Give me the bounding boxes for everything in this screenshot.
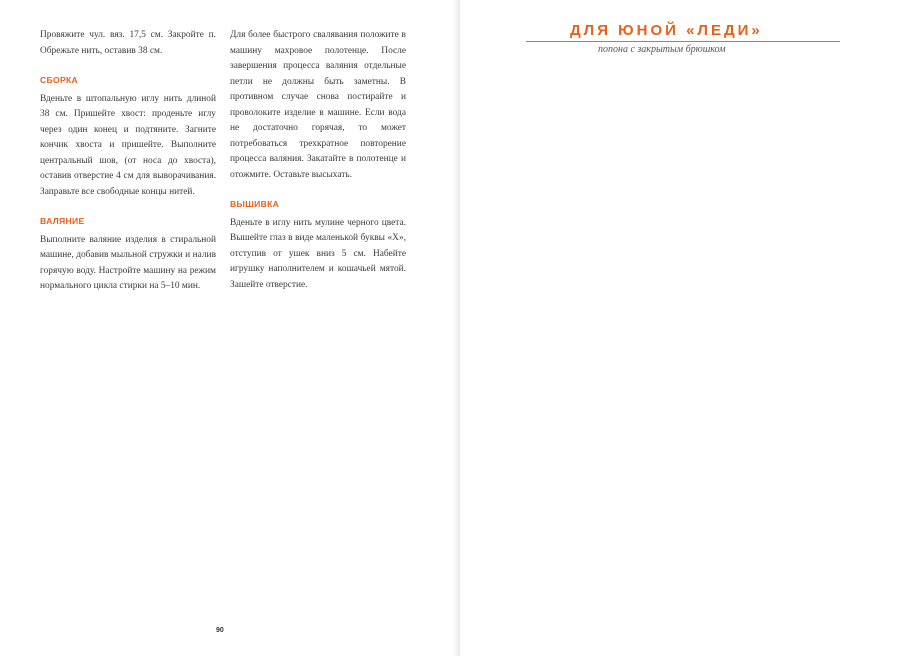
embroidery-paragraph: Вденьте в иглу нить мулине черного цвета. Вышейте глаз в виде маленькой буквы «X», отступив от ушек вниз 5 см. Набейте игрушку наполнителем и кошачьей мятой. Зашейте отверстие.: [230, 217, 406, 290]
text-column-2: [230, 28, 406, 293]
left-page: [0, 0, 458, 656]
page-subtitle: попона с закрытым брюшком: [598, 44, 726, 55]
page-number: 90: [216, 627, 224, 634]
section-heading-assembly: СБОРКА: [40, 75, 79, 85]
felting-continued-paragraph: Для более быстрого свалявания положите в машину махровое полотенце. После завершения процесса валяния отдельные петли не должны быть заметны. В противном случае снова постирайте и проволоките изделие в машине. Если вода не достаточно горячая, то может потребоваться трехкратное повторение процесса валяния. Закатайте в полотенце и отожмите. Оставьте высыхать.: [230, 30, 406, 180]
felting-paragraph: Выполните валяние изделия в стиральной машине, добавив мыльной стружки и налив горячую воду. Настройте машину на режим нормального цикла стирки на 5–10 мин.: [40, 234, 216, 291]
section-heading-felting: ВАЛЯНИЕ: [40, 216, 85, 226]
text-column-1: [40, 28, 216, 295]
intro-paragraph: Провяжите чул. вяз. 17,5 см. Закройте п. Обрежьте нить, оставив 38 см.: [40, 30, 216, 56]
right-page: [460, 0, 920, 656]
assembly-paragraph: Вденьте в штопальную иглу нить длиной 38 см. Пришейте хвост: проденьте иглу через один конец и подтяните. Загните кончик хвоста и пришейте. Выполните центральный шов, (от носа до хвоста), оставив отверстие 4 см для выворачивания. Заправьте все свободные концы нитей.: [40, 93, 216, 197]
page-title: ДЛЯ ЮНОЙ «ЛЕДИ»: [570, 22, 763, 39]
title-rule: [526, 41, 840, 42]
section-heading-embroidery: ВЫШИВКА: [230, 199, 280, 209]
